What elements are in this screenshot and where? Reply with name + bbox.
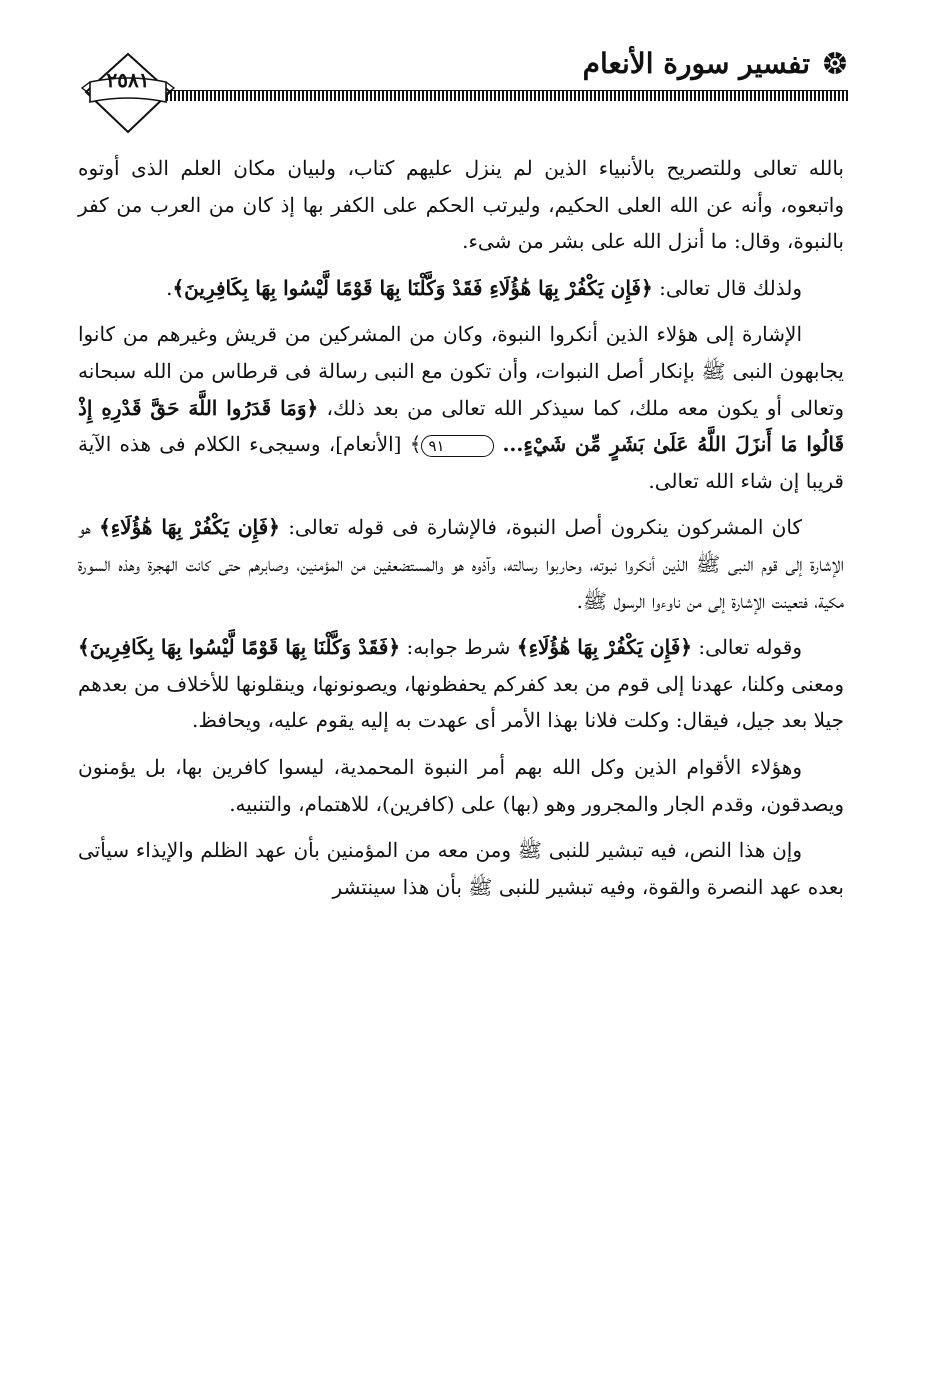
paragraph-text: ولذلك قال تعالى: — [652, 275, 802, 300]
paragraph-4 — [78, 509, 844, 619]
paragraph-text: وإن هذا النص، فيه تبشير للنبى ﷺ ومن معه من المؤمنين بأن عهد الظلم والإيذاء سيأتى بعده عهد النصرة والقوة، وفيه تبشير للنبى ﷺ بأن هذا سينتشر — [78, 838, 844, 899]
paragraph-1 — [78, 150, 844, 260]
paragraph-text: الإشارة إلى هؤلاء الذين أنكروا النبوة، وكان من المشركين من قريش وغيرهم من كانوا يجابهون النبى ﷺ بإنكار أصل النبوات، وأن تكون مع النبى رسالة فى قرطاس من الله سبحانه وتعالى أو يكون معه ملك، كما سيذكر الله تعالى من بعد ذلك، — [78, 322, 845, 420]
quran-quote: ﴿فَإِن يَكْفُرْ بِهَا هَٰؤُلَاءِ﴾ — [99, 515, 280, 540]
paragraph-5 — [78, 629, 844, 739]
paragraph-text: ومعنى وكلنا، عهدنا إلى قوم من بعد كفركم يحفظونها، ويصونونها، وينقلونها للأخلاف من بعدهم جيلا بعد جيل، فيقال: وكلت فلانا بهذا الأمر أى عهدت به إليه يقوم عليه، ويحافظ. — [78, 671, 844, 733]
paragraph-text: وهؤلاء الأقوام الذين وكل الله بهم أمر النبوة المحمدية، ليسوا كافرين بها، بل يؤمنون ويصدقون، وقدم الجار والمجرور وهو (بها) على (كافرين)، للاهتمام، والتنبيه. — [78, 754, 844, 816]
verse-number-marker: ٩١ — [421, 435, 493, 457]
page-header — [78, 40, 848, 135]
quran-quote: ﴿فَإِن يَكْفُرْ بِهَا هَٰؤُلَاءِ﴾ — [516, 635, 692, 660]
paragraph-7 — [78, 832, 844, 905]
paragraph-text: وقوله تعالى: — [692, 635, 802, 660]
paragraph-6 — [78, 749, 844, 822]
paragraph-2 — [78, 270, 844, 307]
body-text — [78, 150, 844, 915]
paragraph-text: . — [166, 275, 173, 300]
quran-quote: ﴿وَمَا قَدَرُوا اللَّهَ حَقَّ قَدْرِهِ إِذْ قَالُوا مَا أَنزَلَ اللَّهُ عَلَىٰ بَشَرٍ مِّن شَيْءٍ... — [78, 395, 844, 457]
quran-quote: ﴿فَإِن يَكْفُرْ بِهَا هَٰؤُلَاءِ فَقَدْ وَكَّلْنَا بِهَا قَوْمًا لَّيْسُوا بِهَا بِكَافِرِينَ﴾ — [172, 275, 653, 300]
paragraph-text: كان المشركون ينكرون أصل النبوة، فالإشارة فى قوله تعالى: — [279, 515, 802, 540]
paragraph-text: هو الإشارة إلى قوم النبى ﷺ الذين أنكروا نبوته، وحاربوا رسالته، وآذوه هو والمستضعفين من المؤمنين، وصابرهم حتى كانت الهجرة وهذه السورة مكية، فتعينت الإشارة إلى من ناوءوا الرسول ﷺ. — [78, 515, 844, 613]
paragraph-text: شرط جوابه: — [400, 635, 517, 660]
header-rule — [166, 90, 848, 101]
page-number: ٢٥٨١ — [106, 68, 150, 92]
quran-quote: ﴿فَقَدْ وَكَّلْنَا بِهَا قَوْمًا لَّيْسُوا بِهَا بِكَافِرِينَ﴾ — [78, 635, 401, 660]
paragraph-text: بالله تعالى وللتصريح بالأنبياء الذين لم ينزل عليهم كتاب، ولبيان مكان العلم الذى أوتوه واتبعوه، وأنه عن الله العلى الحكيم، وليرتب الحكم على الكفر بها إذ كان من العرب من كفر بالنبوة، وقال: ما أنزل الله على بشر من شىء. — [78, 156, 844, 254]
paragraph-3 — [78, 316, 844, 499]
page-title: تفسير سورة الأنعام — [582, 47, 810, 80]
paragraph-text: ﴾ [الأنعام]، وسيجىء الكلام فى هذه الآية قريبا إن شاء الله تعالى. — [78, 432, 844, 493]
flower-ornament-icon — [822, 50, 848, 76]
